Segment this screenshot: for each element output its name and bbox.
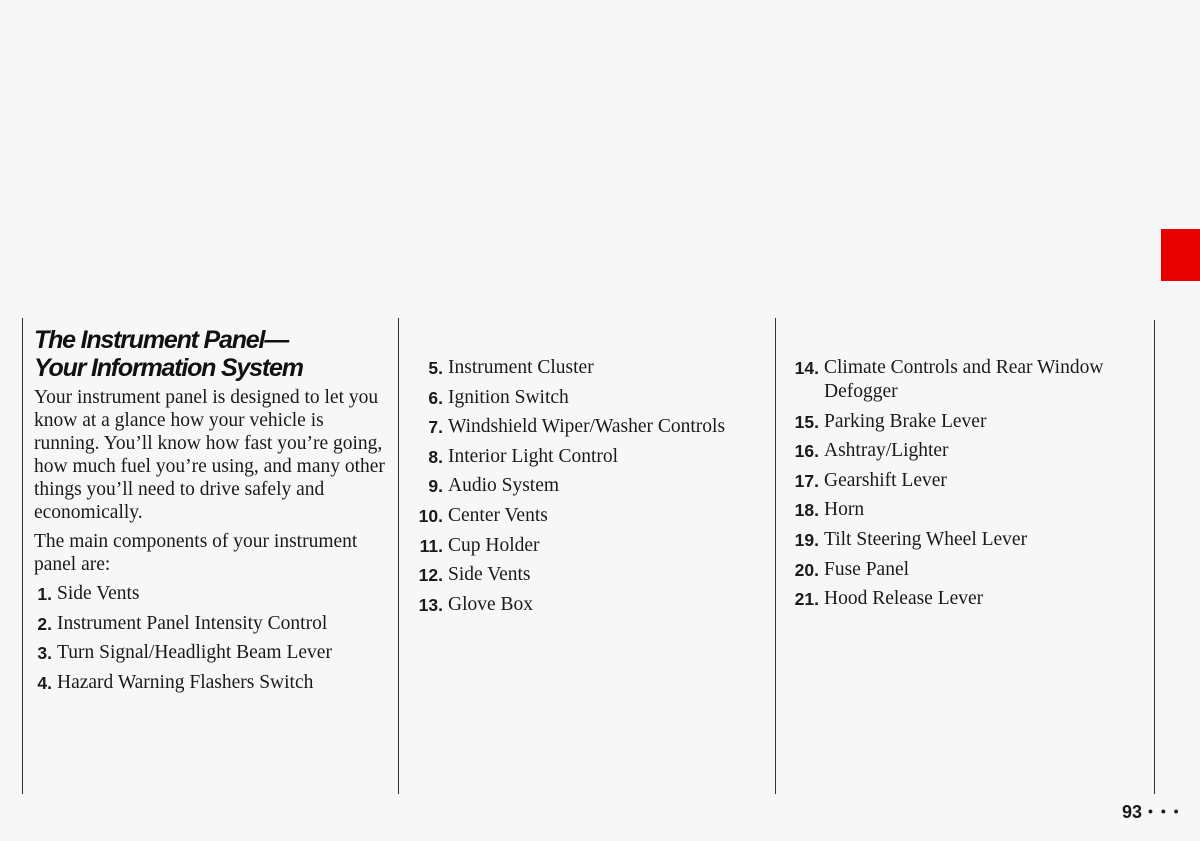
item-label: Glove Box	[448, 593, 534, 615]
item-label: Parking Brake Lever	[824, 410, 987, 432]
column-rule-edge	[1154, 320, 1155, 794]
item-label: Instrument Cluster	[448, 357, 594, 378]
item-label: Climate Controls and Rear Window Defogger	[824, 357, 1104, 402]
list-item	[786, 558, 1146, 582]
list-item	[34, 612, 386, 636]
page-footer	[1122, 802, 1181, 823]
item-number: 19.	[794, 529, 819, 550]
component-list-part-1	[34, 582, 386, 695]
item-label: Side Vents	[57, 583, 140, 604]
item-number: 13.	[418, 594, 443, 615]
item-number: 3.	[37, 643, 52, 664]
item-number: 20.	[794, 559, 819, 580]
item-label: Audio System	[448, 475, 560, 497]
item-label: Horn	[824, 499, 865, 521]
page-title-line1: The Instrument Panel—	[34, 326, 289, 354]
item-label: Gearshift Lever	[824, 469, 947, 491]
list-item	[34, 671, 386, 695]
list-item	[34, 582, 386, 606]
list-item	[786, 469, 1146, 493]
item-number: 10.	[418, 505, 443, 526]
list-item	[410, 445, 770, 469]
list-item	[410, 504, 770, 528]
item-number: 12.	[418, 565, 443, 586]
intro-paragraph: Your instrument panel is designed to let you know at a glance how your vehicle is running. You’ll know how fast you’re going, how much fuel you’re using, and many other things you’ll need to drive safely and economically.	[34, 387, 385, 523]
item-label: Center Vents	[448, 504, 548, 526]
list-item	[410, 474, 770, 498]
column-2	[410, 356, 770, 622]
column-1	[34, 326, 386, 700]
page-number: 93	[1122, 802, 1143, 822]
component-list-part-3	[786, 356, 1146, 611]
list-item	[786, 587, 1146, 611]
item-label: Fuse Panel	[824, 558, 910, 580]
item-number: 7.	[428, 417, 443, 438]
item-number: 14.	[794, 358, 819, 378]
list-item	[786, 410, 1146, 434]
item-number: 21.	[794, 589, 819, 610]
list-item	[410, 563, 770, 587]
components-intro-paragraph: The main components of your instrument panel are:	[34, 531, 358, 575]
column-rule-left	[22, 318, 23, 794]
item-label: Cup Holder	[448, 534, 540, 556]
item-label: Interior Light Control	[448, 445, 619, 467]
item-label: Hood Release Lever	[824, 588, 984, 610]
list-item	[410, 593, 770, 617]
list-item	[410, 386, 770, 410]
item-number: 9.	[428, 476, 443, 497]
item-label: Side Vents	[448, 564, 531, 586]
item-label: Hazard Warning Flashers Switch	[57, 671, 314, 693]
column-rule-right	[775, 318, 776, 794]
continuation-dots: • • •	[1148, 803, 1181, 819]
item-number: 16.	[794, 441, 819, 462]
item-label: Turn Signal/Headlight Beam Lever	[57, 642, 332, 664]
section-tab-marker	[1161, 229, 1200, 281]
list-item	[410, 415, 770, 439]
list-item	[410, 356, 770, 380]
item-number: 1.	[37, 584, 52, 604]
column-rule-middle	[398, 318, 399, 794]
item-number: 6.	[428, 387, 443, 408]
list-item	[34, 641, 386, 665]
item-number: 17.	[794, 470, 819, 491]
item-label: Ashtray/Lighter	[824, 440, 949, 462]
item-number: 11.	[419, 535, 443, 556]
list-item	[786, 498, 1146, 522]
item-number: 2.	[37, 613, 52, 634]
list-item	[410, 534, 770, 558]
item-number: 5.	[428, 358, 443, 378]
column-3	[786, 356, 1146, 617]
item-number: 8.	[428, 446, 443, 467]
item-label: Instrument Panel Intensity Control	[57, 612, 328, 634]
item-label: Ignition Switch	[448, 386, 569, 408]
item-label: Windshield Wiper/Washer Controls	[448, 416, 726, 438]
list-item	[786, 439, 1146, 463]
item-number: 15.	[794, 411, 819, 432]
item-number: 4.	[37, 672, 52, 693]
page-title-line2: Your Information System	[34, 354, 303, 382]
list-item	[786, 356, 1146, 404]
list-item	[786, 528, 1146, 552]
component-list-part-2	[410, 356, 770, 617]
page-title	[34, 326, 386, 382]
item-number: 18.	[794, 500, 819, 521]
item-label: Tilt Steering Wheel Lever	[824, 528, 1028, 550]
